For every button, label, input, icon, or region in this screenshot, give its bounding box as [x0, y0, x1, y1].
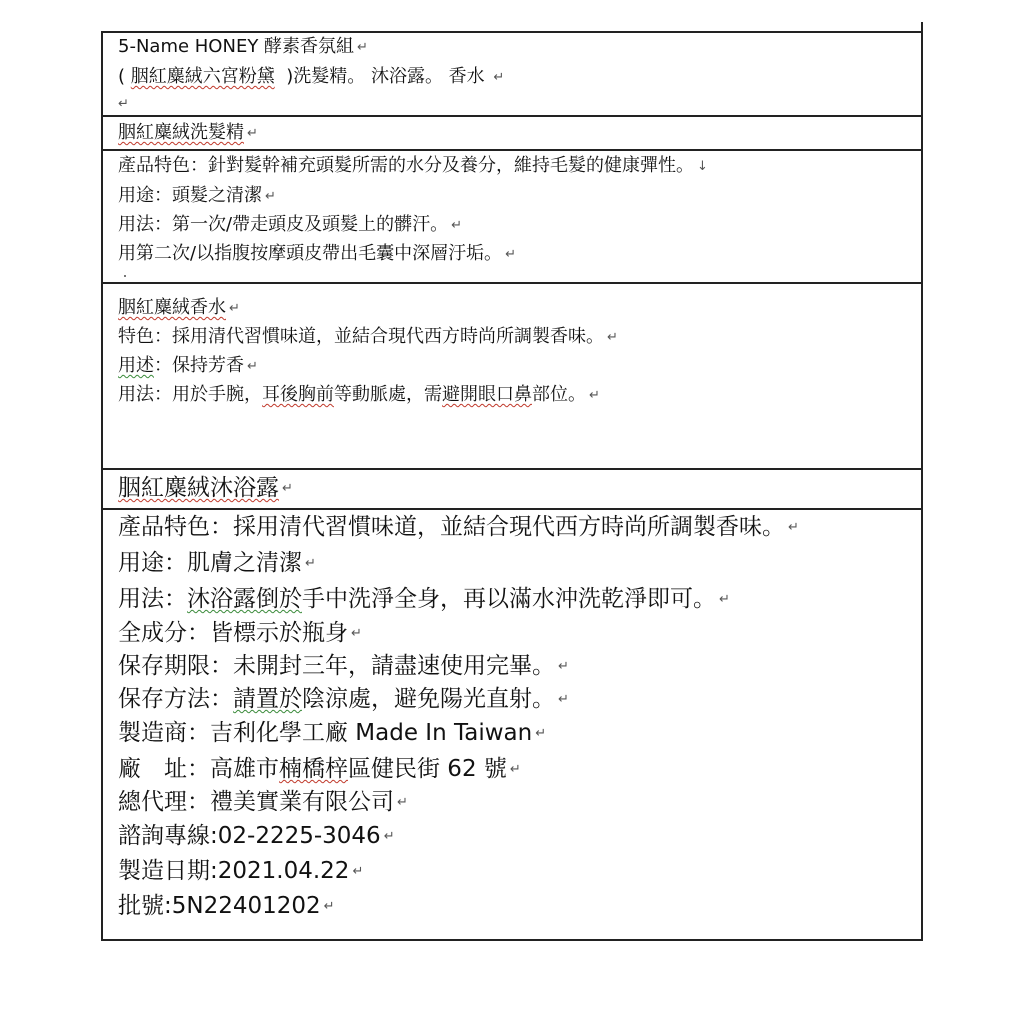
bodywash-line-method: 用法：沐浴露倒於手中洗淨全身，再以滿水沖洗乾淨即可。 ↵: [118, 586, 730, 612]
paragraph-mark: ↵: [558, 692, 569, 707]
paragraph-mark: ↵: [493, 69, 505, 85]
perfume-heading: 胭紅麋絨香水 ↵: [118, 297, 240, 318]
paragraph-mark: ↵: [397, 795, 408, 810]
paragraph-mark: ↵: [357, 39, 368, 55]
paragraph-mark: ↵: [558, 659, 569, 674]
table-top-border: [101, 31, 923, 33]
bodywash-line-hotline: 諮詢專線:02-2225-3046 ↵: [118, 823, 395, 849]
paragraph-mark: ↵: [305, 556, 316, 571]
shampoo-line-method: 用法：第一次/帶走頭皮及頭髮上的髒汗。 ↵: [118, 214, 462, 235]
bodywash-heading: 胭紅麋絨沐浴露 ↵: [118, 475, 293, 501]
bodywash-line-manufacturer: 製造商：吉利化學工廠 Made In Taiwan ↵: [118, 720, 547, 746]
paragraph-mark: ↵: [719, 592, 730, 607]
paragraph-mark: ↵: [505, 246, 516, 262]
bodywash-line-address: 廠 址：高雄市楠橋梓區健民街 62 號 ↵: [118, 756, 521, 782]
paragraph-mark: ↵: [451, 217, 462, 233]
perfume-line-features: 特色：採用清代習慣味道，並結合現代西方時尚所調製香味。 ↵: [118, 326, 618, 347]
paragraph-mark: ↵: [247, 125, 258, 141]
paragraph-mark: ↵: [118, 96, 129, 112]
row-divider: [101, 149, 923, 151]
paragraph-mark: ↵: [323, 899, 335, 914]
paragraph-mark: ↵: [265, 188, 276, 204]
paragraph-mark: ↵: [535, 726, 547, 741]
paragraph-mark: ↵: [509, 762, 521, 777]
row-divider: [101, 508, 923, 510]
bodywash-line-distributor: 總代理：禮美實業有限公司 ↵: [118, 789, 408, 815]
perfume-line-use: 用述：保持芳香 ↵: [118, 355, 258, 376]
table-right-border: [921, 22, 923, 941]
perfume-line-method: 用法：用於手腕，耳後胸前等動脈處，需避開眼口鼻部位。 ↵: [118, 384, 600, 405]
paragraph-mark: ↵: [589, 387, 600, 403]
bodywash-line-date: 製造日期:2021.04.22 ↵: [118, 858, 364, 884]
table-bottom-border: [101, 939, 923, 941]
bodywash-line-batch: 批號:5N22401202 ↵: [118, 893, 335, 919]
paragraph-mark: ↵: [351, 626, 362, 641]
paragraph-mark: ↵: [282, 481, 293, 496]
row-divider: [101, 282, 923, 284]
header-subtitle: ( 胭紅麋絨六宮粉黛 )洗髮精。 沐浴露。 香水 ↵: [118, 66, 505, 87]
shampoo-heading: 胭紅麋絨洗髮精 ↵: [118, 122, 258, 143]
bodywash-line-features: 產品特色：採用清代習慣味道，並結合現代西方時尚所調製香味。 ↵: [118, 514, 799, 540]
paragraph-mark: ↵: [247, 358, 258, 374]
bodywash-line-use: 用途：肌膚之清潔 ↵: [118, 550, 316, 576]
paragraph-mark: ↵: [229, 300, 240, 316]
shampoo-line-features: 產品特色：針對髮幹補充頭髮所需的水分及養分，維持毛髮的健康彈性。 ↓: [118, 155, 708, 176]
row-divider: [101, 115, 923, 117]
bodywash-line-shelf-life: 保存期限：未開封三年，請盡速使用完畢。 ↵: [118, 653, 569, 679]
row-divider: [101, 468, 923, 470]
header-title: 5-Name HONEY 酵素香氛組 ↵: [118, 36, 368, 57]
paragraph-mark: ↵: [607, 329, 618, 345]
paragraph-mark: ↵: [352, 864, 364, 879]
table-left-border: [101, 31, 103, 941]
bodywash-line-storage: 保存方法：請置於陰涼處，避免陽光直射。 ↵: [118, 686, 569, 712]
shampoo-line-method-2: 用第二次/以指腹按摩頭皮帶出毛囊中深層汙垢。 ↵: [118, 243, 516, 264]
paragraph-mark: ↵: [788, 520, 799, 535]
bodywash-line-ingredients: 全成分：皆標示於瓶身 ↵: [118, 620, 362, 646]
product-name: 胭紅麋絨六宮粉黛: [130, 66, 275, 87]
linebreak-mark: ↓: [697, 158, 708, 174]
stray-dot: [124, 275, 126, 277]
shampoo-line-use: 用途：頭髮之清潔 ↵: [118, 185, 276, 206]
paragraph-mark: ↵: [383, 829, 395, 844]
empty-paragraph: [118, 95, 129, 113]
